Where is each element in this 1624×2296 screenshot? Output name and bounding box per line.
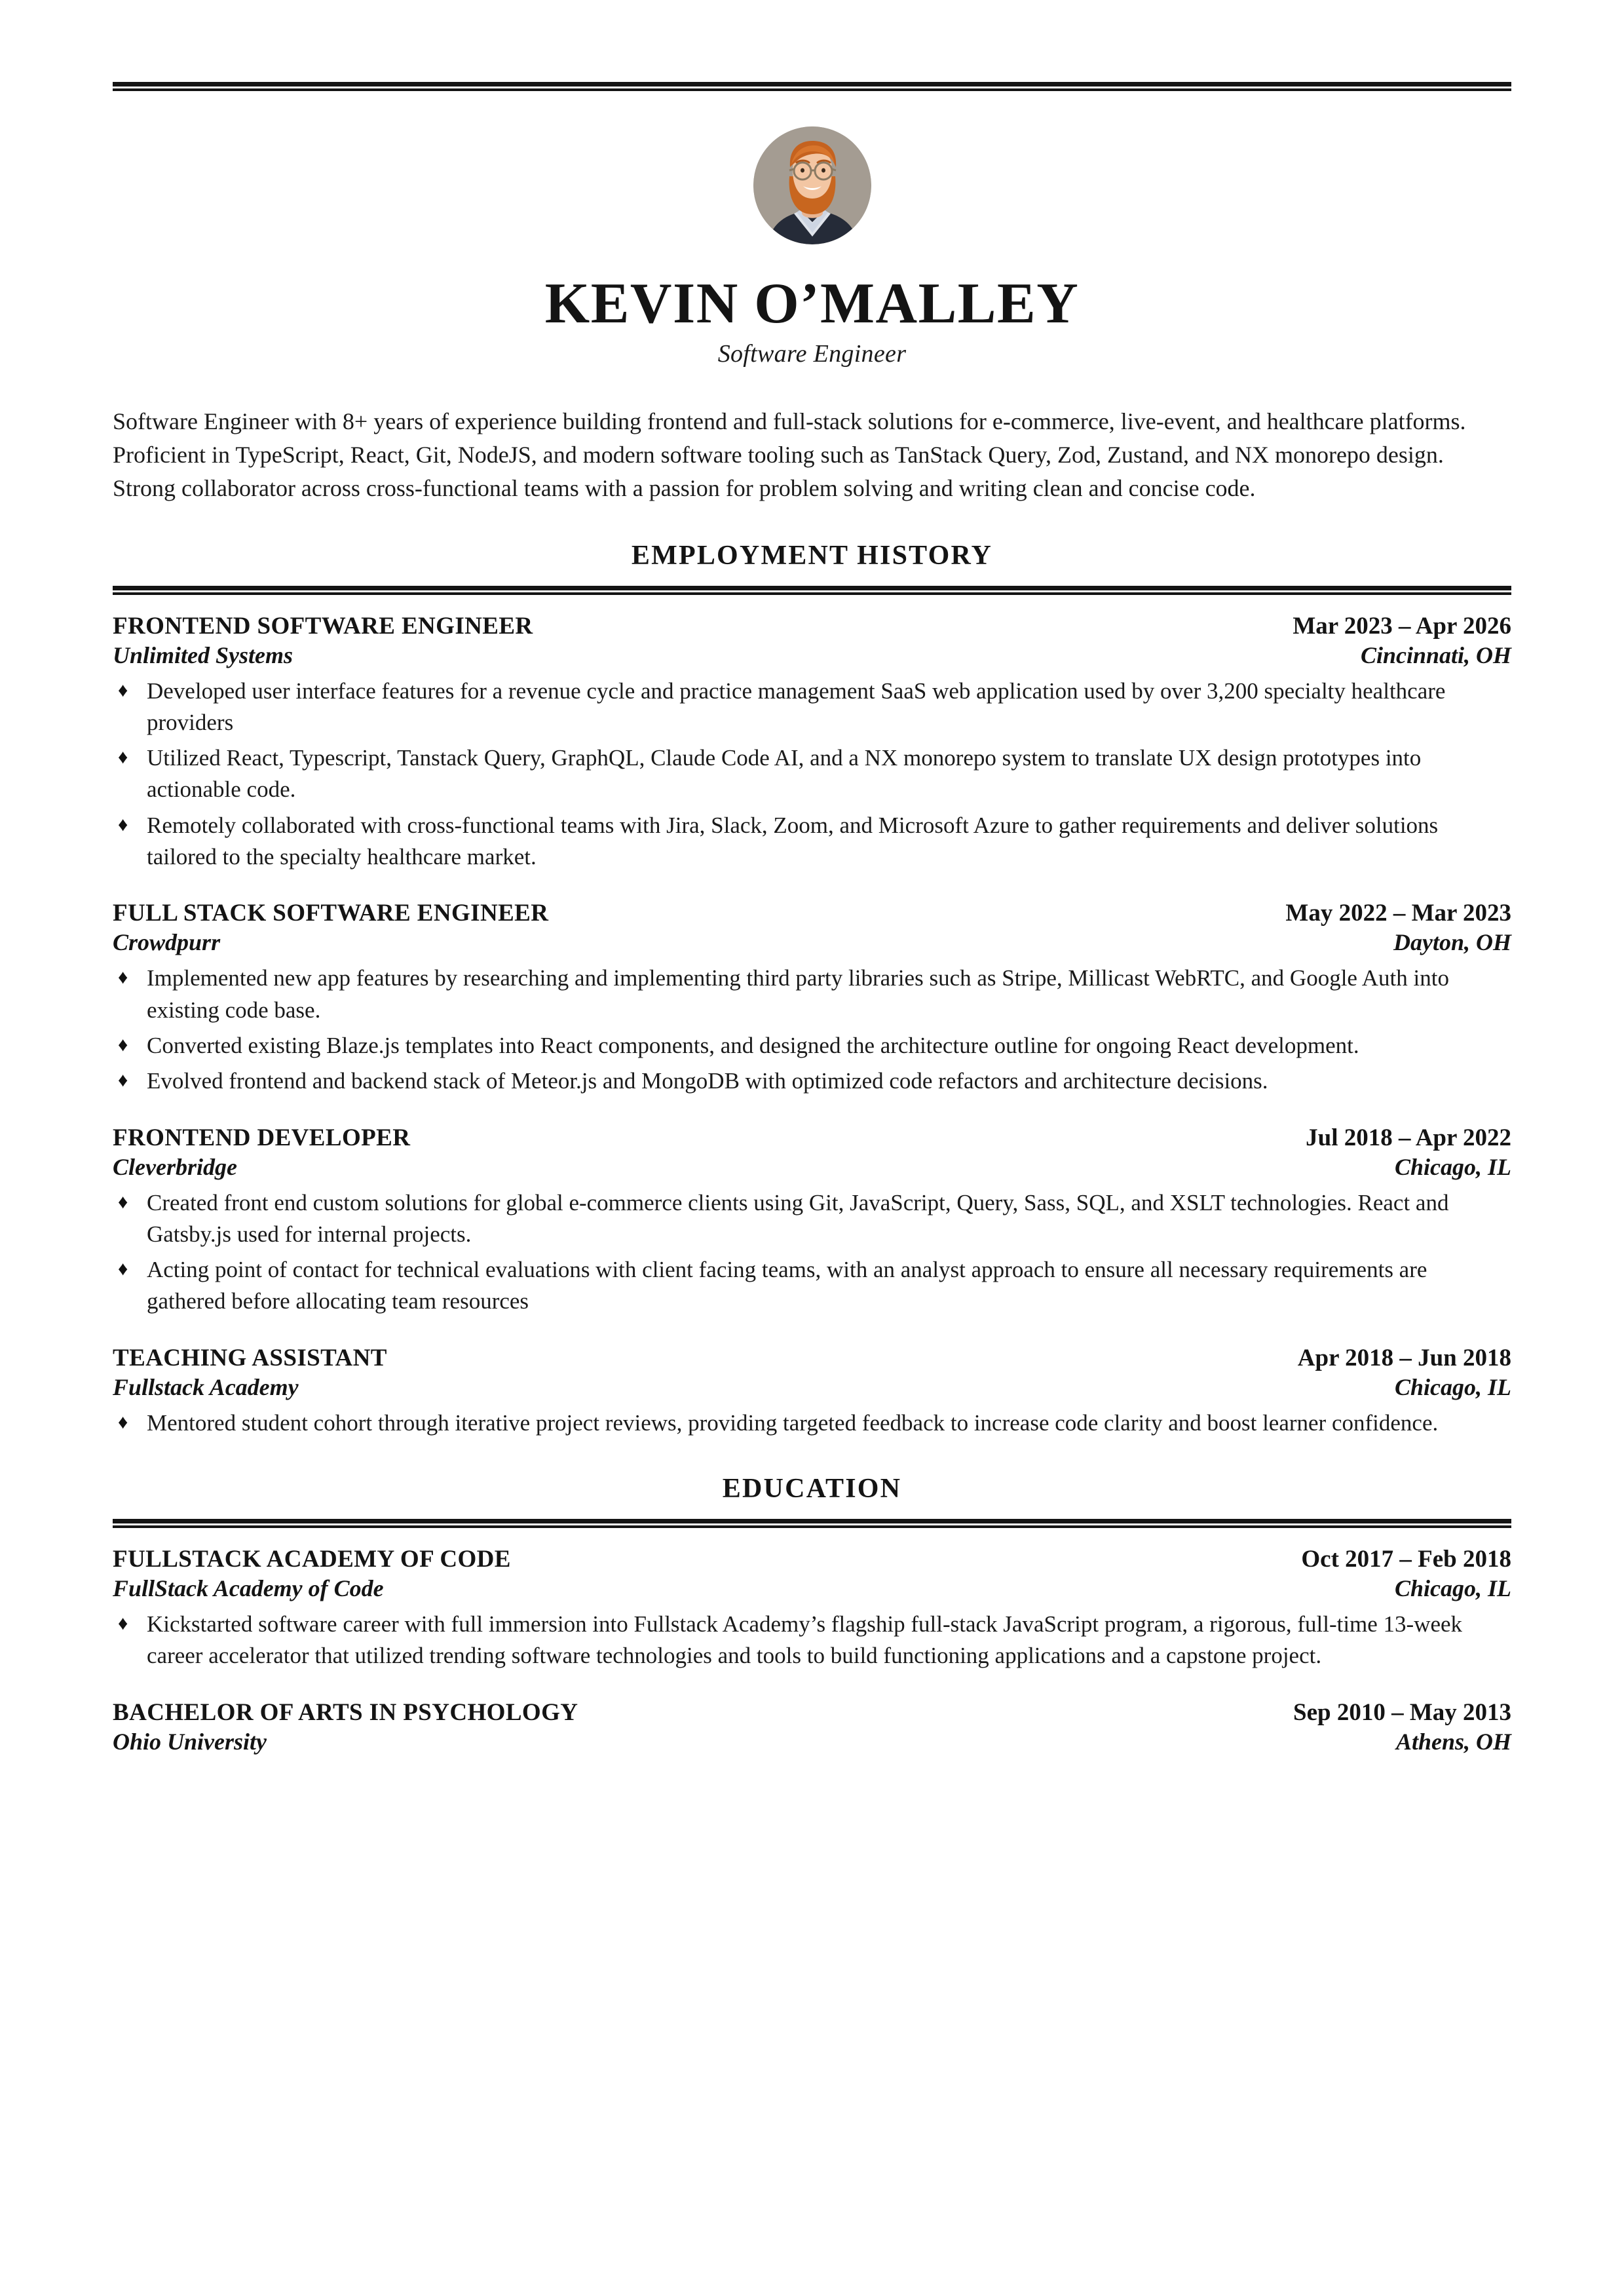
list-item xyxy=(113,810,1511,873)
entry-organization: Crowdpurr xyxy=(113,929,221,956)
top-divider xyxy=(113,82,1511,91)
list-item xyxy=(113,1254,1511,1318)
diamond-bullet-icon: ♦ xyxy=(118,746,128,769)
entry-dates: Jul 2018 – Apr 2022 xyxy=(1306,1124,1511,1151)
entry-location: Chicago, IL xyxy=(1394,1575,1511,1602)
sections-container xyxy=(113,540,1511,1755)
resume-content xyxy=(113,0,1511,1755)
section-divider xyxy=(113,586,1511,595)
entry-dates: Mar 2023 – Apr 2026 xyxy=(1293,612,1511,640)
list-item xyxy=(113,963,1511,1026)
entry-location: Chicago, IL xyxy=(1394,1373,1511,1400)
entry xyxy=(113,899,1511,1097)
list-item-text: Acting point of contact for technical evaluations with client facing teams, with an analyst approach to ensure all necessary requirements are gathered before allocating team resources xyxy=(147,1257,1427,1314)
entry xyxy=(113,1545,1511,1672)
entry-subheader-row xyxy=(113,641,1511,669)
diamond-bullet-icon: ♦ xyxy=(118,679,128,701)
entry-subheader-row xyxy=(113,1728,1511,1755)
entry-header-row xyxy=(113,612,1511,640)
entry-title: TEACHING ASSISTANT xyxy=(113,1344,387,1371)
entry-header-row xyxy=(113,1124,1511,1152)
entry xyxy=(113,1344,1511,1439)
entry-header-row xyxy=(113,1344,1511,1372)
entry-dates: Apr 2018 – Jun 2018 xyxy=(1297,1344,1511,1371)
professional-summary: Software Engineer with 8+ years of experience building frontend and full-stack solutions for e-commerce, live-event, and healthcare platforms. Proficient in TypeScript, React, Git, NodeJS, and modern software tooling such as TanStack Query, Zod, Zustand, and NX monorepo design. Strong collaborator across cross-functional teams with a passion for problem solving and writing clean and concise code. xyxy=(113,408,1466,502)
profile-photo-illustration xyxy=(753,126,871,244)
entry-organization: Ohio University xyxy=(113,1728,267,1755)
list-item xyxy=(113,1407,1511,1439)
diamond-bullet-icon: ♦ xyxy=(118,1258,128,1280)
list-item xyxy=(113,1187,1511,1251)
list-item xyxy=(113,1030,1511,1062)
entry-organization: Fullstack Academy xyxy=(113,1373,299,1400)
entry xyxy=(113,1698,1511,1755)
section-title: EDUCATION xyxy=(722,1474,902,1504)
entry-header-row xyxy=(113,1698,1511,1727)
entry-bullet-list xyxy=(113,963,1511,1097)
diamond-bullet-icon: ♦ xyxy=(118,1613,128,1635)
section xyxy=(113,1473,1511,1755)
section xyxy=(113,540,1511,1439)
entry-subheader-row xyxy=(113,1373,1511,1401)
entry xyxy=(113,1124,1511,1318)
entry-subheader-row xyxy=(113,1153,1511,1181)
list-item xyxy=(113,1609,1511,1672)
entry-location: Cincinnati, OH xyxy=(1360,641,1511,668)
list-item-text: Mentored student cohort through iterative project reviews, providing targeted feedback to increase code clarity and boost learner confidence. xyxy=(147,1409,1439,1436)
list-item-text: Created front end custom solutions for global e-commerce clients using Git, JavaScript, Query, Sass, SQL, and XSLT technologies. React and Gatsby.js used for internal projects. xyxy=(147,1189,1449,1247)
entry-header-row xyxy=(113,1545,1511,1573)
entry-header-row xyxy=(113,899,1511,927)
entry-dates: May 2022 – Mar 2023 xyxy=(1285,900,1511,927)
entry-organization: FullStack Academy of Code xyxy=(113,1575,384,1602)
entry-title: FRONTEND SOFTWARE ENGINEER xyxy=(113,612,533,640)
entry-subheader-row xyxy=(113,1575,1511,1602)
diamond-bullet-icon: ♦ xyxy=(118,1033,128,1056)
page-title: KEVIN O’MALLEY xyxy=(544,272,1080,335)
list-item-text: Utilized React, Typescript, Tanstack Query, GraphQL, Claude Code AI, and a NX monorepo system to translate UX design prototypes into actionable code. xyxy=(147,745,1422,803)
diamond-bullet-icon: ♦ xyxy=(118,1191,128,1213)
resume-header xyxy=(113,91,1511,368)
list-item xyxy=(113,676,1511,739)
entry-title: FULLSTACK ACADEMY OF CODE xyxy=(113,1546,511,1573)
entry-location: Dayton, OH xyxy=(1393,929,1511,956)
entry-title: FULL STACK SOFTWARE ENGINEER xyxy=(113,900,549,927)
diamond-bullet-icon: ♦ xyxy=(118,813,128,835)
entry-bullet-list xyxy=(113,1609,1511,1672)
diamond-bullet-icon: ♦ xyxy=(118,1411,128,1433)
entry-bullet-list xyxy=(113,1407,1511,1439)
entry-organization: Cleverbridge xyxy=(113,1153,237,1180)
list-item xyxy=(113,1065,1511,1097)
section-title: EMPLOYMENT HISTORY xyxy=(631,540,993,571)
section-divider xyxy=(113,1519,1511,1528)
entry-dates: Oct 2017 – Feb 2018 xyxy=(1301,1546,1511,1573)
entry-title: FRONTEND DEVELOPER xyxy=(113,1124,411,1151)
list-item-text: Kickstarted software career with full immersion into Fullstack Academy’s flagship full-stack JavaScript program, a rigorous, full-time 13-week career accelerator that utilized trending software technologies and tools to build functioning applications and a capstone project. xyxy=(147,1611,1463,1669)
list-item xyxy=(113,742,1511,806)
entry xyxy=(113,612,1511,873)
list-item-text: Developed user interface features for a revenue cycle and practice management SaaS web application used by over 3,200 specialty healthcare providers xyxy=(147,678,1446,735)
job-subtitle: Software Engineer xyxy=(717,340,907,368)
diamond-bullet-icon: ♦ xyxy=(118,1069,128,1092)
entry-bullet-list xyxy=(113,1187,1511,1318)
entry-location: Athens, OH xyxy=(1395,1728,1511,1755)
entry-bullet-list xyxy=(113,676,1511,873)
list-item-text: Converted existing Blaze.js templates into React components, and designed the architecture outline for ongoing React development. xyxy=(147,1032,1359,1058)
entry-title: BACHELOR OF ARTS IN PSYCHOLOGY xyxy=(113,1698,578,1726)
list-item-text: Evolved frontend and backend stack of Meteor.js and MongoDB with optimized code refactors and architecture decisions. xyxy=(147,1068,1268,1094)
diamond-bullet-icon: ♦ xyxy=(118,966,128,989)
entry-location: Chicago, IL xyxy=(1394,1153,1511,1180)
list-item-text: Implemented new app features by researching and implementing third party libraries such as Stripe, Millicast WebRTC, and Google Auth into existing code base. xyxy=(147,965,1449,1023)
avatar xyxy=(753,126,871,244)
entry-dates: Sep 2010 – May 2013 xyxy=(1293,1698,1511,1726)
list-item-text: Remotely collaborated with cross-functional teams with Jira, Slack, Zoom, and Microsoft Azure to gather requirements and deliver solutions tailored to the specialty healthcare market. xyxy=(147,812,1439,870)
entry-organization: Unlimited Systems xyxy=(113,641,293,668)
entry-subheader-row xyxy=(113,928,1511,956)
